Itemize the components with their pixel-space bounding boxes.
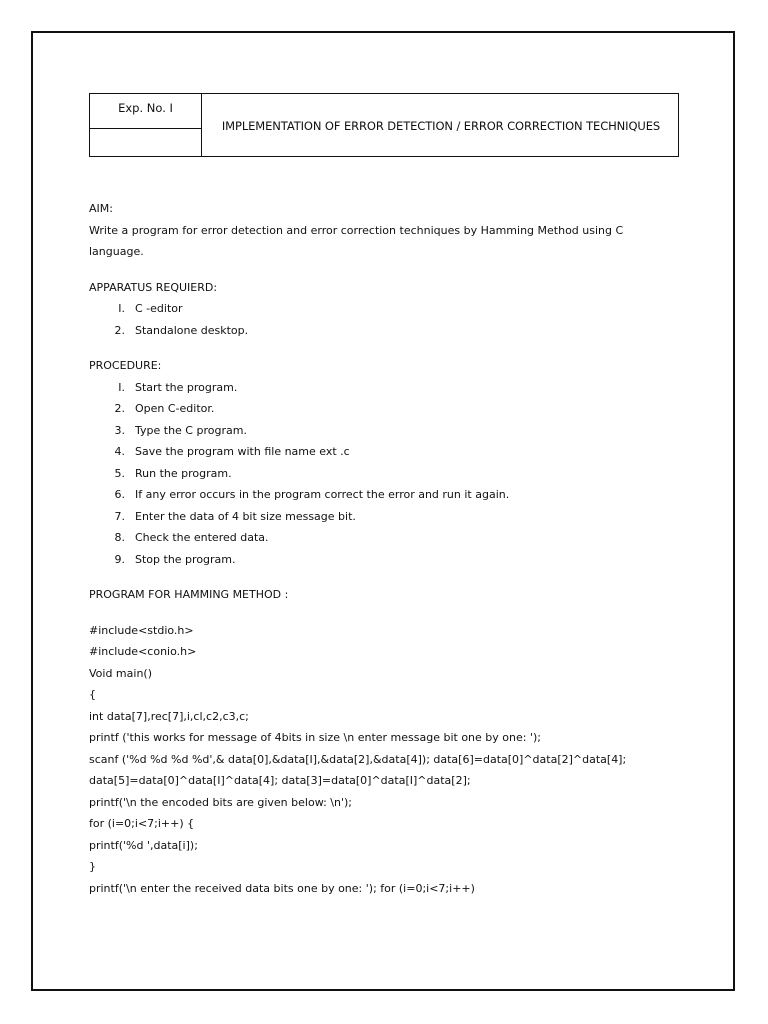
list-item: 9. Stop the program. — [114, 552, 236, 566]
list-item: 2. Standalone desktop. — [114, 323, 249, 337]
list-item: 8. Check the entered data. — [114, 531, 269, 544]
code-line: printf('%d ',data[i]); — [89, 838, 198, 852]
code-line: for (i=0;i<7;i++) { — [89, 817, 195, 830]
code-line: scanf ('%d %d %d %d',& data[0],&data[I],&data[2],&data[4]); data[6]=data[0]^data[2]^data[4]; — [89, 752, 627, 766]
code-line: printf('\n the encoded bits are given below: \n'); — [89, 795, 352, 809]
code-line: { — [89, 688, 96, 701]
list-item: 5. Run the program. — [114, 466, 232, 480]
document-body — [89, 198, 709, 899]
code-line: printf('\n enter the received data bits one by one: '); for (i=0;i<7;i++) — [89, 881, 475, 895]
list-item: 3. Type the C program. — [114, 423, 247, 437]
aim-heading: AIM: — [89, 202, 113, 215]
apparatus-list — [89, 298, 709, 341]
list-item: 2. Open C-editor. — [114, 402, 215, 415]
experiment-title: IMPLEMENTATION OF ERROR DETECTION / ERROR CORRECTION TECHNIQUES — [221, 119, 661, 133]
cell-divider — [90, 128, 201, 129]
code-line: #include<stdio.h> — [89, 623, 194, 637]
list-item: 4. Save the program with file name ext .c — [114, 445, 350, 458]
exp-no-cell — [90, 94, 202, 156]
aim-line: Write a program for error detection and error correction techniques by Hamming Method using C — [89, 223, 624, 237]
procedure-list — [89, 377, 709, 571]
apparatus-heading: APPARATUS REQUIERD: — [89, 280, 218, 294]
program-heading: PROGRAM FOR HAMMING METHOD : — [89, 588, 289, 601]
aim-line: language. — [89, 245, 144, 258]
code-line: int data[7],rec[7],i,cl,c2,c3,c; — [89, 709, 249, 723]
list-item: I. Start the program. — [118, 380, 238, 394]
exp-no-label: Exp. No. I — [118, 101, 173, 115]
header-table — [89, 93, 679, 157]
code-line: } — [89, 860, 96, 873]
code-line: printf ('this works for message of 4bits in size \n enter message bit one by one: '); — [89, 731, 541, 744]
program-code — [89, 620, 709, 900]
list-item: 7. Enter the data of 4 bit size message bit. — [114, 509, 356, 523]
code-line: Void main() — [89, 666, 153, 680]
code-line: #include<conio.h> — [89, 645, 197, 658]
list-item: 6. If any error occurs in the program correct the error and run it again. — [114, 488, 510, 501]
list-item: I. C -editor — [118, 302, 183, 315]
code-line: data[5]=data[0]^data[I]^data[4]; data[3]=data[0]^data[I]^data[2]; — [89, 774, 471, 787]
procedure-heading: PROCEDURE: — [89, 359, 162, 372]
